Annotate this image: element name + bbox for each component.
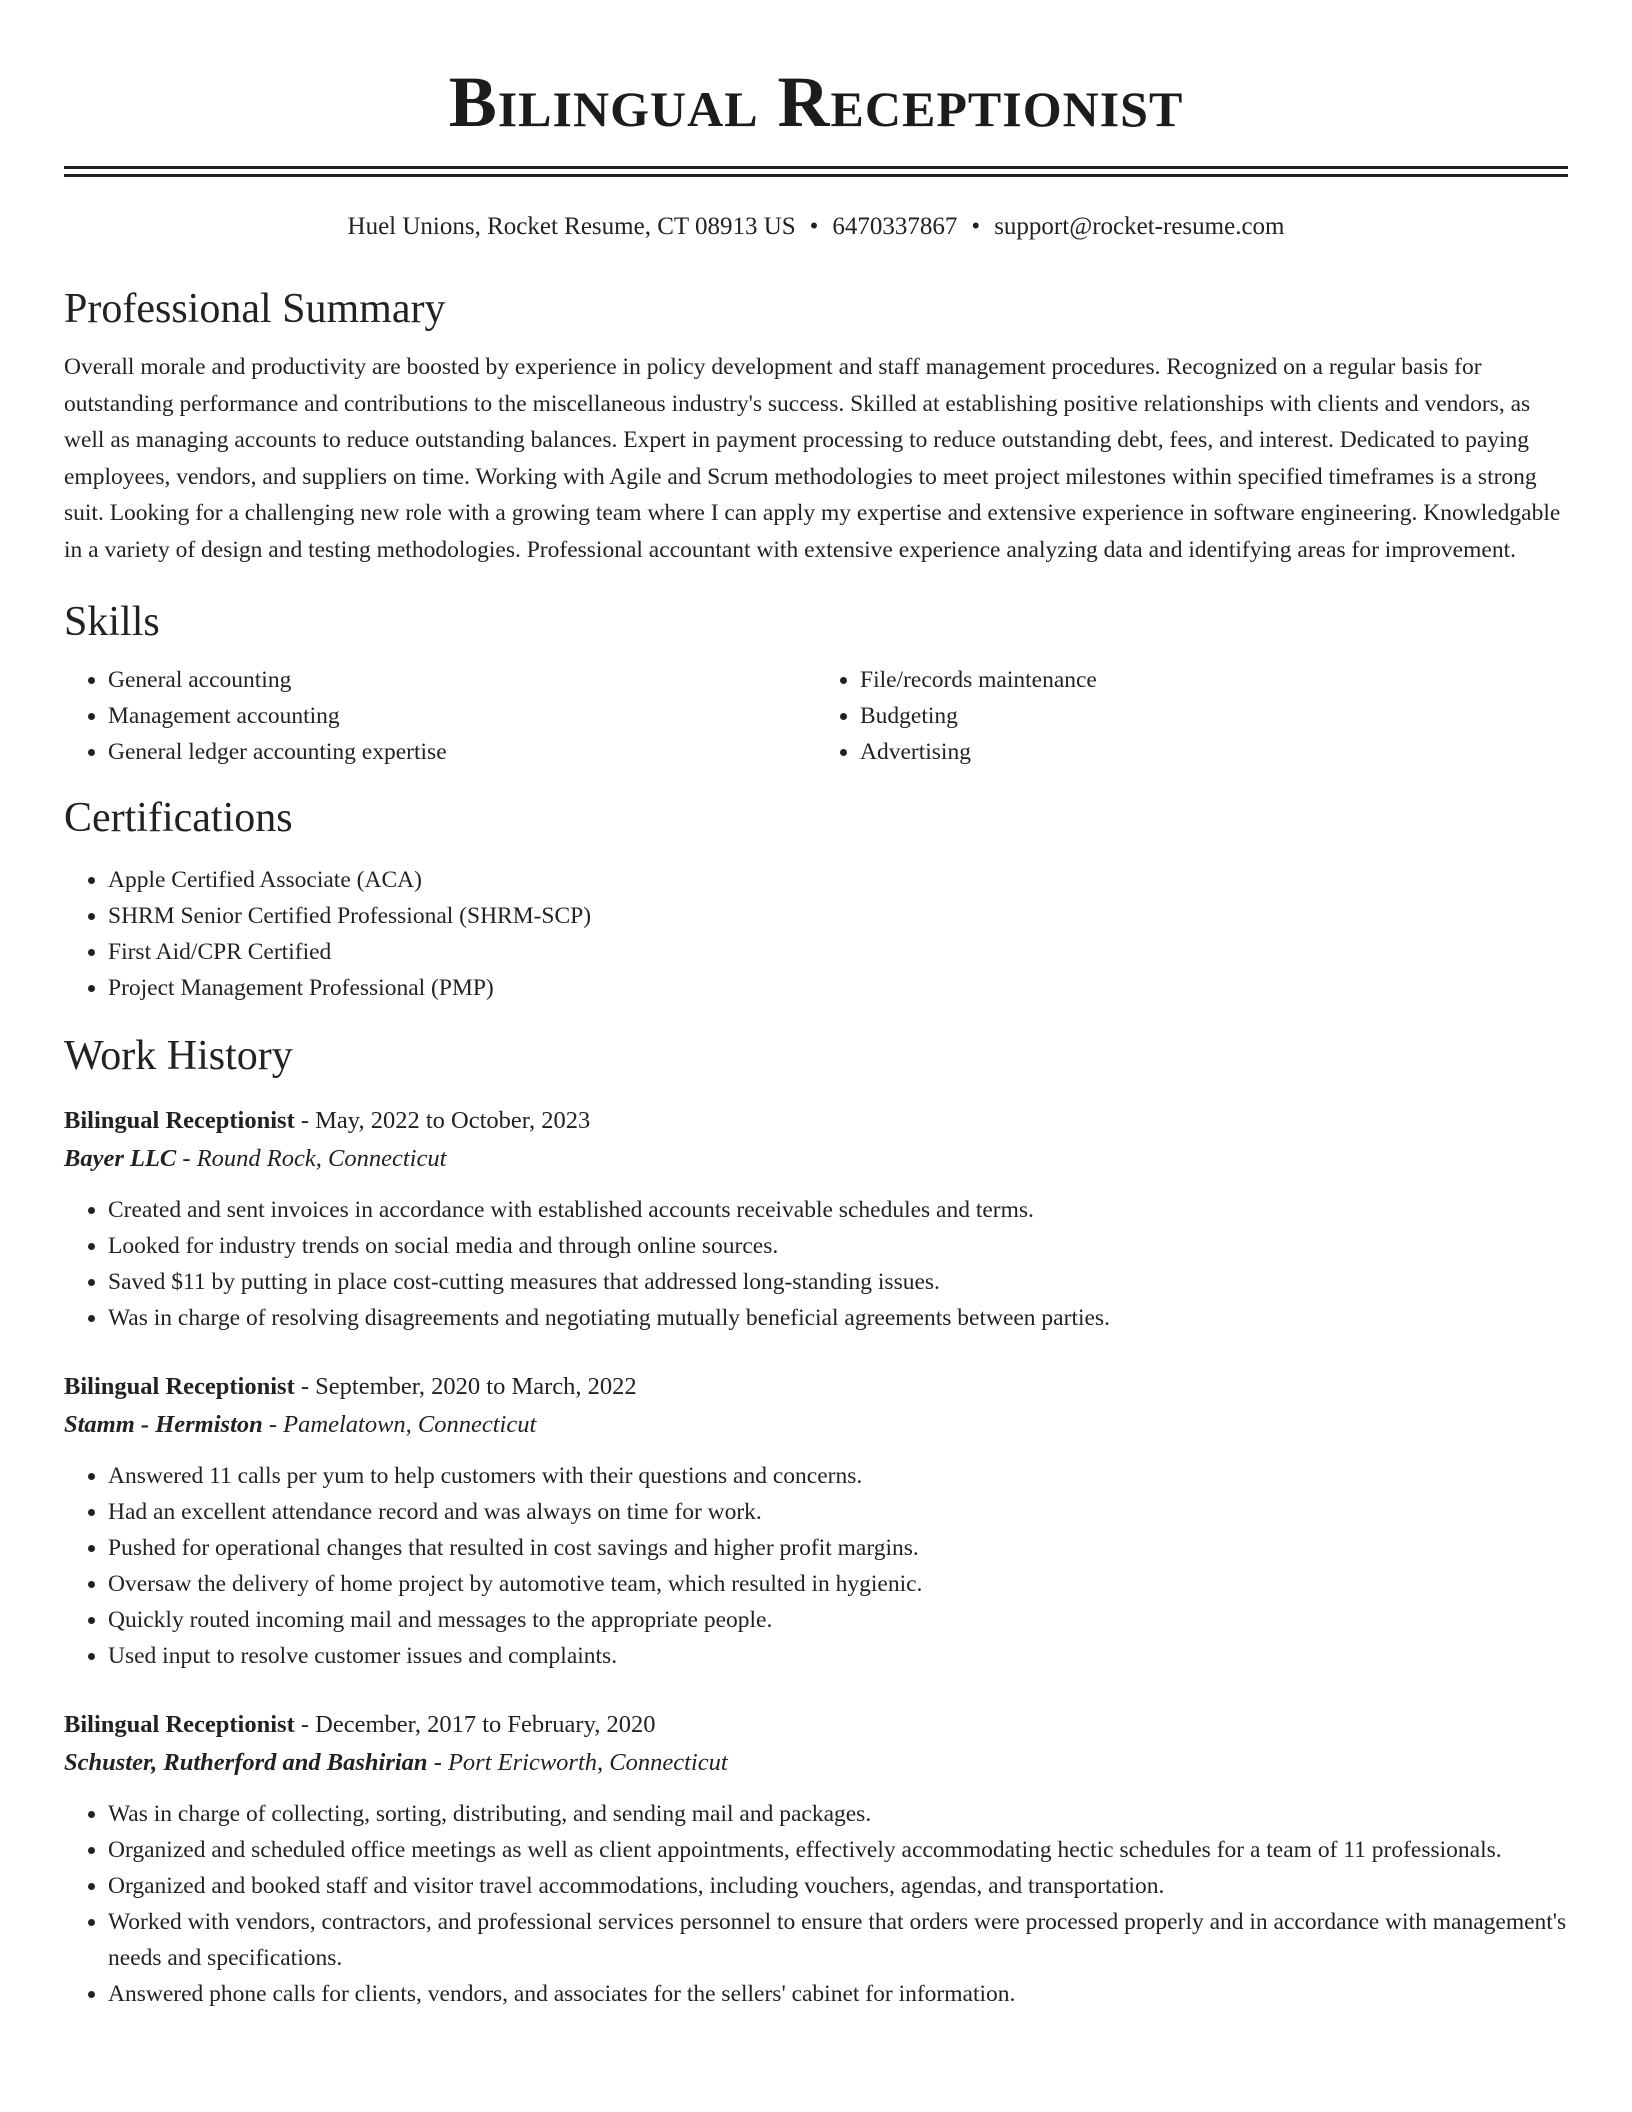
skill-item: • General accounting [108, 662, 816, 698]
job-bullet: • Worked with vendors, contractors, and professional services personnel to ensure that orders were processed properly and in accordance with management's needs and specifications. [108, 1904, 1568, 1976]
job-bullet: • Looked for industry trends on social media and through online sources. [108, 1228, 1568, 1264]
job-entry [64, 1706, 1568, 2012]
resume-name: Bilingual Receptionist [448, 62, 1184, 142]
work-history-section [64, 1030, 1568, 2012]
contact-phone: 6470337867 [832, 213, 958, 240]
job-entry [64, 1368, 1568, 1674]
job-bullet: • Organized and scheduled office meetings as well as client appointments, effectively accommodating hectic schedules for a team of 11 professionals. [108, 1832, 1568, 1868]
job-entry [64, 1102, 1568, 1336]
job-company: Bayer LLC [64, 1145, 177, 1172]
job-company-line [64, 1140, 1568, 1178]
contact-separator: • [971, 213, 981, 240]
job-bullet: • Organized and booked staff and visitor travel accommodations, including vouchers, agendas, and transportation. [108, 1868, 1568, 1904]
job-title-line [64, 1368, 1568, 1406]
skill-item: • File/records maintenance [860, 662, 1568, 698]
skill-item: • Budgeting [860, 698, 1568, 734]
job-dates: - December, 2017 to February, 2020 [294, 1711, 656, 1738]
job-bullet: • Pushed for operational changes that resulted in cost savings and higher profit margins. [108, 1530, 1568, 1566]
job-location: - Port Ericworth, Connecticut [427, 1749, 728, 1776]
skills-list-left [64, 662, 816, 770]
job-bullet: • Had an excellent attendance record and was always on time for work. [108, 1494, 1568, 1530]
job-bullet: • Oversaw the delivery of home project by automotive team, which resulted in hygienic. [108, 1566, 1568, 1602]
certification-item: • Apple Certified Associate (ACA) [108, 862, 1568, 898]
skills-section [64, 596, 1568, 770]
section-heading: Certifications [64, 795, 293, 841]
section-heading: Work History [64, 1033, 293, 1079]
job-location: - Pamelatown, Connecticut [262, 1411, 537, 1438]
job-bullet: • Created and sent invoices in accordance with established accounts receivable schedules and terms. [108, 1192, 1568, 1228]
job-company: Schuster, Rutherford and Bashirian [64, 1749, 428, 1776]
job-bullets [64, 1458, 1568, 1674]
job-location: - Round Rock, Connecticut [176, 1145, 447, 1172]
job-bullet: • Saved $11 by putting in place cost-cutting measures that addressed long-standing issues. [108, 1264, 1568, 1300]
job-bullets [64, 1192, 1568, 1336]
section-heading: Skills [64, 599, 160, 645]
contact-address: Huel Unions, Rocket Resume, CT 08913 US [347, 213, 796, 240]
certifications-section [64, 792, 1568, 1006]
job-bullet: • Answered phone calls for clients, vendors, and associates for the sellers' cabinet for information. [108, 1976, 1568, 2012]
job-dates: - May, 2022 to October, 2023 [294, 1107, 591, 1134]
skills-list-right [816, 662, 1568, 770]
job-company-line [64, 1406, 1568, 1444]
skill-item: • General ledger accounting expertise [108, 734, 816, 770]
job-bullet: • Used input to resolve customer issues and complaints. [108, 1638, 1568, 1674]
section-heading: Professional Summary [64, 286, 446, 332]
certification-item: • Project Management Professional (PMP) [108, 970, 1568, 1006]
contact-email[interactable]: support@rocket-resume.com [994, 213, 1285, 240]
job-bullet: • Answered 11 calls per yum to help customers with their questions and concerns. [108, 1458, 1568, 1494]
summary-text: Overall morale and productivity are boosted by experience in policy development and staff management procedures. Recognized on a regular basis for outstanding performance and contributions to the miscellaneous industry's success. Skilled at establishing positive relationships with clients and vendors, as well as managing accounts to reduce outstanding balances. Expert in payment processing to reduce outstanding debt, fees, and interest. Dedicated to paying employees, vendors, and suppliers on time. Working with Agile and Scrum methodologies to meet project milestones within specified timeframes is a strong suit. Looking for a challenging new role with a growing team where I can apply my expertise and extensive experience in software engineering. Knowledgable in a variety of design and testing methodologies. Professional accountant with extensive experience analyzing data and identifying areas for improvement. [64, 354, 1561, 563]
job-title: Bilingual Receptionist [64, 1373, 295, 1400]
certification-item: • First Aid/CPR Certified [108, 934, 1568, 970]
job-title-line [64, 1102, 1568, 1140]
skill-item: • Advertising [860, 734, 1568, 770]
certifications-list [64, 862, 1568, 1006]
job-title: Bilingual Receptionist [64, 1107, 295, 1134]
job-company: Stamm - Hermiston [64, 1411, 263, 1438]
header-double-rule [64, 166, 1568, 177]
skills-grid [64, 662, 1568, 770]
job-title-line [64, 1706, 1568, 1744]
job-bullets [64, 1796, 1568, 2012]
contact-separator: • [809, 213, 819, 240]
certification-item: • SHRM Senior Certified Professional (SHRM-SCP) [108, 898, 1568, 934]
job-bullet: • Was in charge of collecting, sorting, distributing, and sending mail and packages. [108, 1796, 1568, 1832]
job-title: Bilingual Receptionist [64, 1711, 295, 1738]
job-dates: - September, 2020 to March, 2022 [294, 1373, 637, 1400]
skill-item: • Management accounting [108, 698, 816, 734]
job-bullet: • Quickly routed incoming mail and messages to the appropriate people. [108, 1602, 1568, 1638]
job-company-line [64, 1744, 1568, 1782]
professional-summary-section [64, 283, 1568, 568]
job-bullet: • Was in charge of resolving disagreements and negotiating mutually beneficial agreements between parties. [108, 1300, 1568, 1336]
contact-line [64, 211, 1568, 243]
